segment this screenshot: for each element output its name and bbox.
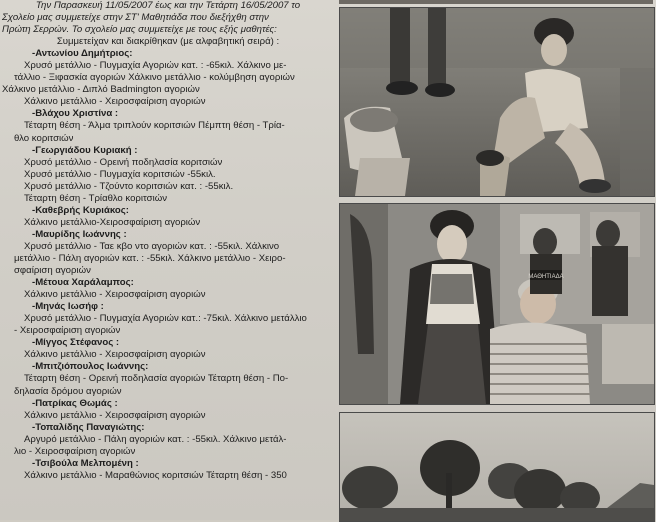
student-result: Χρυσό μετάλλιο - Ορεινή ποδηλασία κοριτσιών	[24, 156, 223, 168]
student-name: -Αντωνίου Δημήτριος:	[32, 48, 133, 60]
student-result: Χάλκινο μετάλλιο - Χειροσφαίριση αγοριών	[24, 96, 206, 108]
student-result: Χρυσό μετάλλιο - Ταε κβο ντο αγοριών κατ. : -55κιλ. Χάλκινο	[24, 240, 280, 252]
student-result: - Χειροσφαίριση αγοριών	[14, 325, 121, 337]
student-result: λιο - Χειροσφαίριση αγοριών	[14, 445, 136, 457]
article-text-column	[2, 0, 334, 520]
student-name: -Γεωργιάδου Κυριακή :	[32, 144, 138, 156]
article-intro-line: Πρώτη Σερρών. Το σχολείο μας συμμετείχε με τους εξής μαθητές:	[2, 24, 277, 36]
student-result: μετάλλιο - Πάλη αγοριών κατ. : -55κιλ. Χάλκινο μετάλλιο - Χειρο-	[14, 252, 286, 264]
student-list	[2, 48, 334, 482]
student-result: δηλασία δρόμου αγοριών	[14, 385, 122, 397]
student-result: Αργυρό μετάλλιο - Πάλη αγοριών κατ. : -55κιλ. Χάλκινο μετάλ-	[24, 433, 287, 445]
student-result: Χάλκινο μετάλλιο - Χειροσφαίριση αγοριών	[24, 289, 206, 301]
photo-folk-costume	[339, 203, 655, 405]
student-name: -Μέτουα Χαράλαμπος:	[32, 277, 134, 289]
photo-girl-on-grass	[339, 7, 655, 197]
article-intro-line: Την Παρασκευή 11/05/2007 έως και την Τετάρτη 16/05/2007 το	[35, 0, 301, 11]
student-result: Χάλκινο μετάλλιο - Διπλό Badmington αγοριών	[2, 84, 200, 96]
student-result: Χρυσό μετάλλιο - Τζούντο κοριτσιών κατ. : -55κιλ.	[24, 180, 234, 192]
student-result: τάλλιο - Ξιφασκία αγοριών Χάλκινο μετάλλιο - κολύμβηση αγοριών	[14, 72, 295, 84]
student-result: Χάλκινο μετάλλιο-Χειροσφαίριση αγοριών	[24, 216, 201, 228]
student-result: Χάλκινο μετάλλιο - Μαραθώνιος κοριτσιών Τέταρτη θέση - 350	[24, 469, 287, 481]
photo-top-edge	[339, 0, 653, 4]
student-name: -Μαυρίδης Ιωάννης :	[32, 228, 127, 240]
student-result: Χρυσό μετάλλιο - Πυγμαχία κοριτσιών -55κιλ.	[24, 168, 216, 180]
student-result: Χάλκινο μετάλλιο - Χειροσφαίριση αγοριών	[24, 409, 206, 421]
student-result: θλο κοριτσιών	[14, 132, 74, 144]
student-name: -Πατρίκας Θωμάς :	[32, 397, 118, 409]
article-intro-line: Σχολείο μας συμμετείχε στην ΣΤ' Μαθητιάδα που διεξήχθη στην	[2, 12, 269, 24]
student-result: Τέταρτη θέση - Τρίαθλο κοριτσιών	[24, 192, 168, 204]
student-result: Χρυσό μετάλλιο - Πυγμαχία Αγοριών κατ. : -65κιλ. Χάλκινο με-	[24, 60, 287, 72]
student-name: -Μηνάς Ιωσήφ :	[32, 301, 104, 313]
student-result: Χρυσό μετάλλιο - Πυγμαχία Αγοριών κατ.: -75κιλ. Χάλκινο μετάλλιο	[24, 313, 307, 325]
student-result: σφαίριση αγοριών	[14, 265, 91, 277]
photo-trees	[339, 412, 655, 522]
student-name: -Τσιβούλα Μελπομένη :	[32, 457, 139, 469]
student-result: Τέταρτη θέση - Ορεινή ποδηλασία αγοριών Τέταρτη θέση - Πο-	[24, 373, 289, 385]
student-name: -Καθεβρής Κυριάκος:	[32, 204, 129, 216]
student-result: Χάλκινο μετάλλιο - Χειροσφαίριση αγοριών	[24, 349, 206, 361]
article-intro-line: Συμμετείχαν και διακρίθηκαν (με αλφαβητική σειρά) :	[56, 36, 280, 48]
student-name: -Τοπαλίδης Παναγιώτης:	[32, 421, 145, 433]
student-name: -Βλάχου Χριστίνα :	[32, 108, 119, 120]
banner-text: ΜΑΘΗΤΙΑΔΑ	[528, 274, 564, 280]
student-name: -Μπιτζιόπουλος Ιωάννης:	[32, 361, 149, 373]
student-result: Τέταρτη θέση - Άλμα τριπλούν κοριτσιών Πέμπτη θέση - Τρία-	[24, 120, 285, 132]
student-name: -Μίγγος Στέφανος :	[32, 337, 120, 349]
